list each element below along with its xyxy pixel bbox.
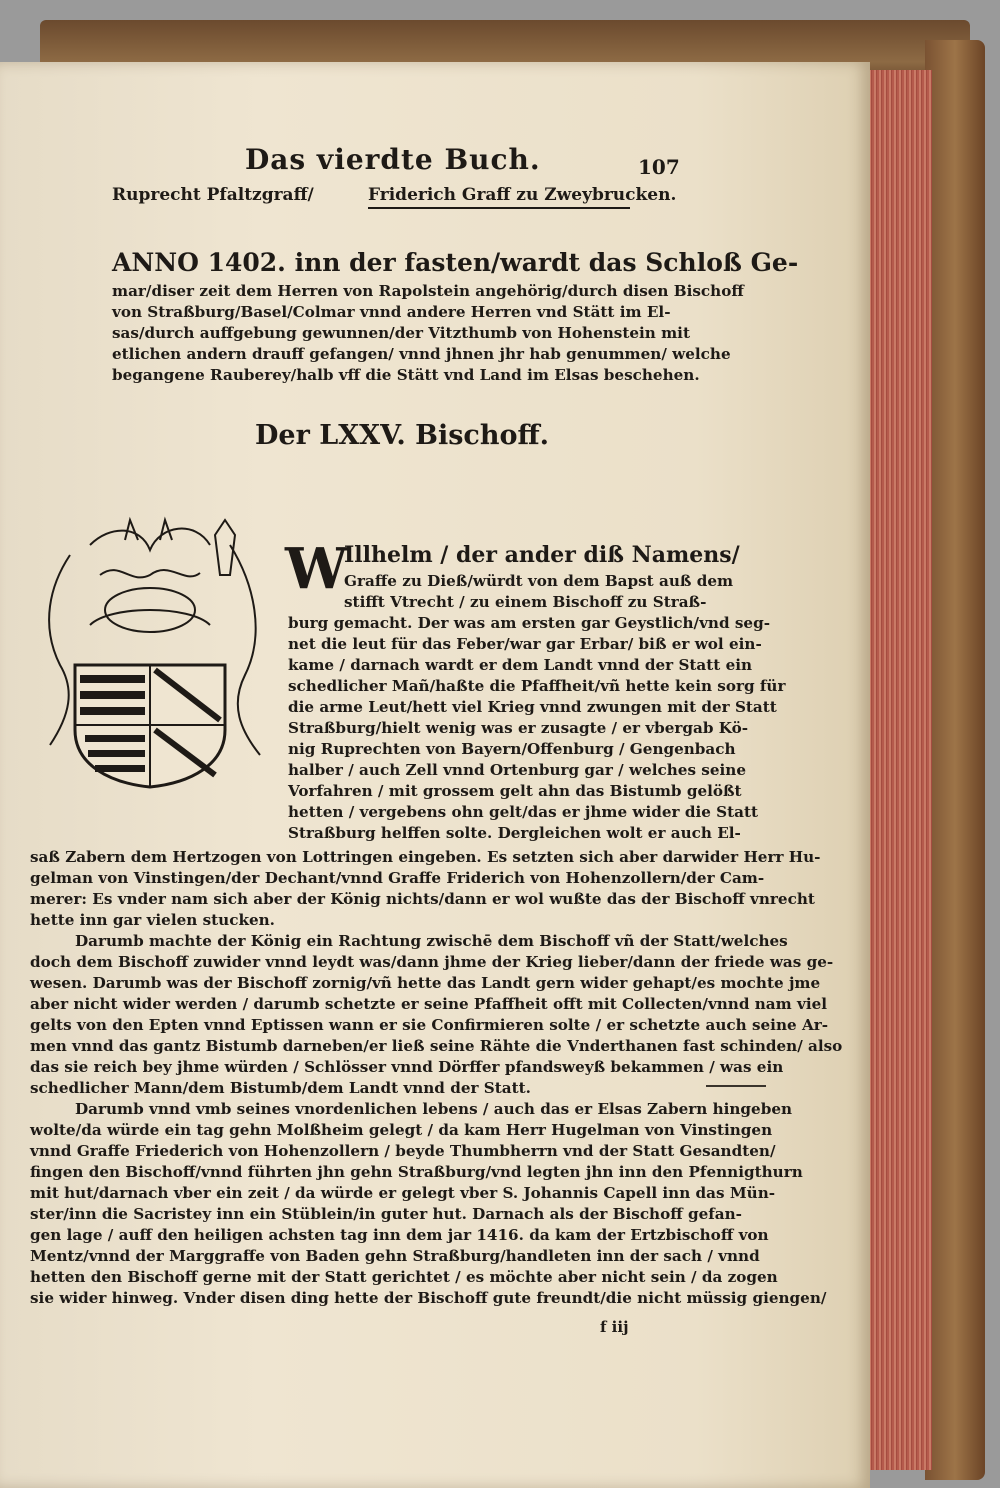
text-line: kame / darnach wardt er dem Landt vnnd der Statt ein [288,656,753,674]
text-line: Mentz/vnnd der Marggraffe von Baden gehn Straßburg/handleten inn der sach / vnnd [30,1247,760,1265]
text-line: sas/durch auffgebung gewunnen/der Vitzthumb von Hohenstein mit [112,324,690,342]
text-line: ster/inn die Sacristey inn ein Stüblein/in guter hut. Darnach als der Bischoff gefan- [30,1205,742,1223]
text-line: Graffe zu Dieß/würdt von dem Bapst auß dem [344,572,734,590]
text-line: Darumb machte der König ein Rachtung zwischē dem Bischoff vñ der Statt/welches [75,932,788,950]
text-line: merer: Es vnder nam sich aber der König nichts/dann er wol wußte das der Bischoff vnrecht [30,890,815,908]
text-line: Darumb vnnd vmb seines vnordenlichen lebens / auch das er Elsas Zabern hingeben [75,1100,793,1118]
text-line: die arme Leut/hett viel Krieg vnnd zwungen mit der Statt [288,698,777,716]
main-text-narrow [288,540,786,844]
text-line: wolte/da würde ein tag gehn Molßheim gelegt / da kam Herr Hugelman von Vinstingen [30,1121,773,1139]
page-number: 107 [638,155,680,179]
page-fore-edge [860,70,932,1470]
section-heading: Der LXXV. Bischoff. [255,420,550,451]
signature-mark: f iij [600,1318,629,1336]
text-line: nig Ruprechten von Bayern/Offenburg / Gengenbach [288,740,736,758]
text-line: Straßburg helffen solte. Dergleichen wolt er auch El- [288,824,741,842]
text-line: Vorfahren / mit grossem gelt ahn das Bistumb gelößt [288,782,742,800]
text-line: gen lage / auff den heiligen achsten tag inn dem jar 1416. da kam der Ertzbischoff von [30,1226,769,1244]
text-line: stifft Vtrecht / zu einem Bischoff zu Straß- [344,593,707,611]
text-line: das sie reich bey jhme würden / Schlösser vnnd Dörffer pfandsweyß bekammen / was ein [30,1058,784,1076]
text-line: hetten / vergebens ohn gelt/das er jhme wider die Statt [288,803,759,821]
text-line: gelman von Vinstingen/der Dechant/vnnd Graffe Friderich von Hohenzollern/der Cam- [30,869,765,887]
text-line: von Straßburg/Basel/Colmar vnnd andere Herren vnd Stätt im El- [112,303,671,321]
text-line: schedlicher Mann/dem Bistumb/dem Landt vnnd der Statt. [30,1079,531,1097]
text-line: men vnnd das gantz Bistumb darneben/er ließ seine Rähte die Vnderthanen fast schinden/ also [30,1037,843,1055]
text-line: ANNO 1402. inn der fasten/wardt das Schloß Ge- [112,248,799,277]
text-line: saß Zabern dem Hertzogen von Lottringen eingeben. Es setzten sich aber darwider Herr Hu- [30,848,821,866]
text-line: gelts von den Epten vnnd Eptissen wann er sie Confirmieren solte / er schetzte auch seine Ar- [30,1016,829,1034]
text-line: etlichen andern drauff gefangen/ vnnd jhnen jhr hab genummen/ welche [112,345,731,363]
text-line: begangene Rauberey/halb vff die Stätt vnd Land im Elsas beschehen. [112,366,700,384]
page-header-title: Das vierdte Buch. [245,143,541,176]
text-line: halber / auch Zell vnnd Ortenburg gar / welches seine [288,761,746,779]
main-text-full [30,847,843,1309]
text-line: mar/diser zeit dem Herren von Rapolstein angehörig/durch disen Bischoff [112,282,744,300]
opening-paragraph [112,245,799,386]
text-line: mit hut/darnach vber ein zeit / da würde er gelegt vber S. Johannis Capell inn das Mün- [30,1184,776,1202]
text-line: doch dem Bischoff zuwider vnnd leydt was/dann jhme der Krieg lieber/dann der friede was ge- [30,953,834,971]
margin-mark [706,1085,766,1087]
decorated-initial-letter: W [285,536,348,602]
text-line: net die leut für das Feber/war gar Erbar/ biß er wol ein- [288,635,762,653]
running-head-left: Ruprecht Pfaltzgraff/ [112,185,314,205]
text-line: vnnd Graffe Friederich von Hohenzollern / beyde Thumbherrn vnd der Statt Gesandten/ [30,1142,776,1160]
text-line: schedlicher Mañ/haßte die Pfaffheit/vñ hette kein sorg für [288,677,786,695]
text-line: fingen den Bischoff/vnnd führten jhn gehn Straßburg/vnd legten jhn inn den Pfennigthurn [30,1163,803,1181]
text-line: hette inn gar vielen stucken. [30,911,275,929]
text-line: wesen. Darumb was der Bischoff zornig/vñ hette das Landt gern wider gehapt/es mochte jme [30,974,821,992]
running-head-right: Friderich Graff zu Zweybrucken. [368,185,630,209]
text-line: Straßburg/hielt wenig was er zusagte / er vbergab Kö- [288,719,749,737]
text-line: sie wider hinweg. Vnder disen ding hette der Bischoff gute freundt/die nicht müssig giengen/ [30,1289,827,1307]
text-line: Illhelm / der ander diß Namens/ [344,542,740,568]
text-line: aber nicht wider werden / darumb schetzte er seine Pfaffheit offt mit Collecten/vnnd nam viel [30,995,828,1013]
text-line: burg gemacht. Der was am ersten gar Geystlich/vnd seg- [288,614,770,632]
book-cover [925,40,985,1480]
coat-of-arms-icon [30,515,270,790]
text-line: hetten den Bischoff gerne mit der Statt gerichtet / es möchte aber nicht sein / da zogen [30,1268,778,1286]
